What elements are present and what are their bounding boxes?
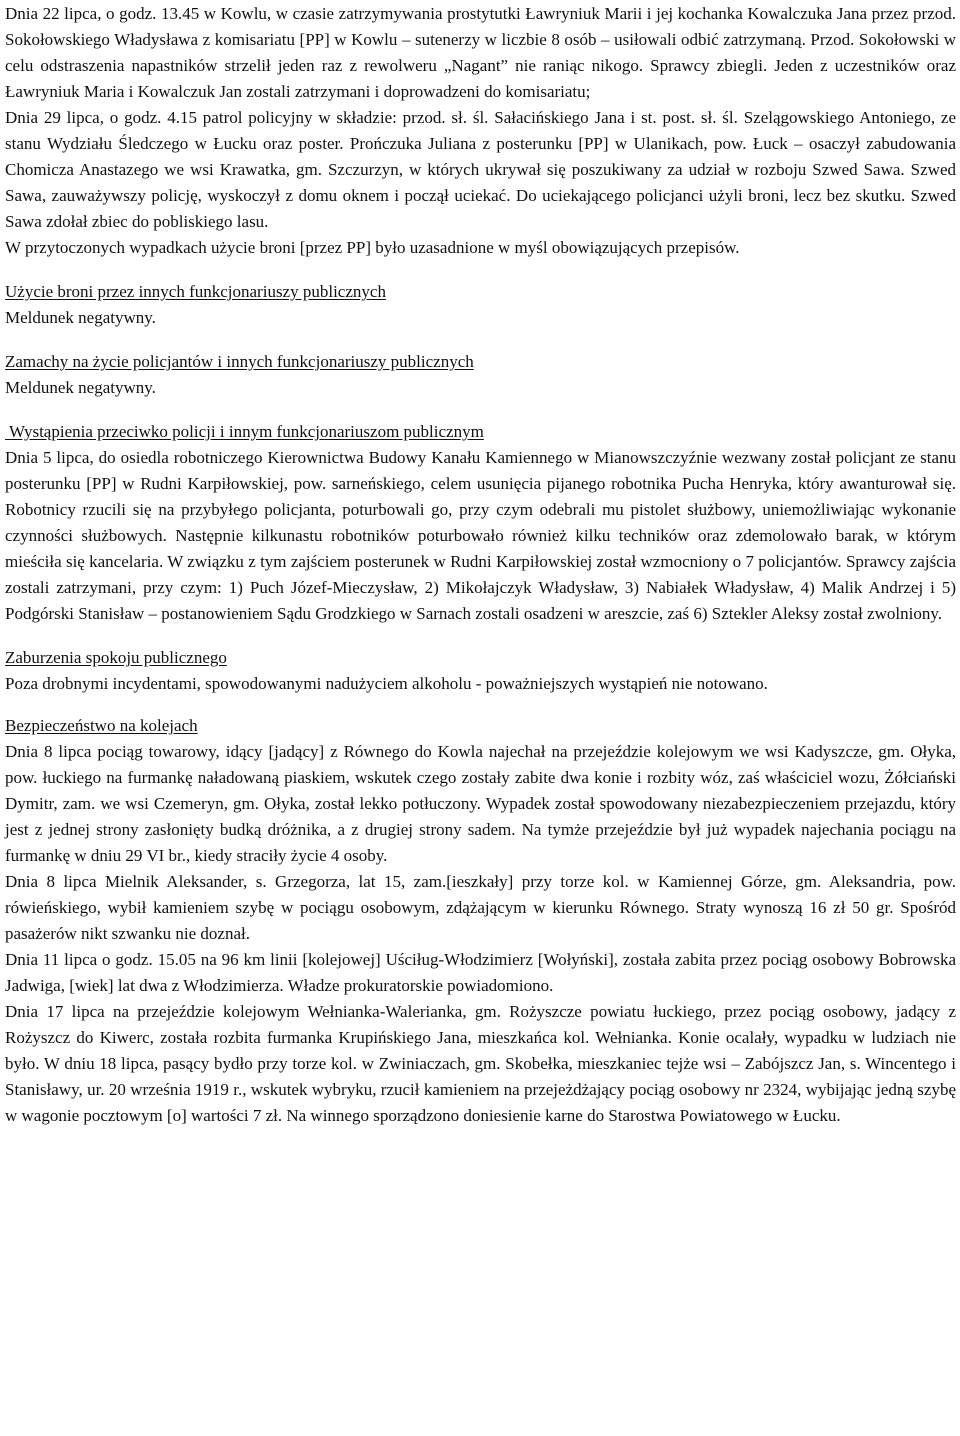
section-public-order [5, 645, 956, 697]
section-gap [5, 401, 956, 419]
section-heading: Wystąpienia przeciwko policji i innym funkcjonariuszom publicznym [5, 422, 484, 441]
section-paragraph: Dnia 8 lipca Mielnik Aleksander, s. Grzegorza, lat 15, zam.[ieszkały] przy torze kol. w Kamiennej Górze, gm. Aleksandria, pow. rówieńskiego, wybił kamieniem szybę w pociągu osobowym, zdążającym w kierunku Równego. Straty wynoszą 16 zł 50 gr. Spośród pasażerów nikt szwanku nie doznał. [5, 872, 956, 943]
section-paragraph: Poza drobnymi incydentami, spowodowanymi nadużyciem alkoholu - poważniejszych wystąpień nie notowano. [5, 674, 768, 693]
section-gap [5, 331, 956, 349]
section-heading: Zaburzenia spokoju publicznego [5, 648, 227, 667]
section-weapon-use [5, 279, 956, 331]
section-railway-safety [5, 713, 956, 1129]
section-heading: Zamachy na życie policjantów i innych funkcjonariuszy publicznych [5, 352, 474, 371]
section-heading: Użycie broni przez innych funkcjonariuszy publicznych [5, 282, 386, 301]
intro-paragraph-conclusion: W przytoczonych wypadkach użycie broni [przez PP] było uzasadnione w myśl obowiązujących przepisów. [5, 238, 740, 257]
section-paragraph: Dnia 17 lipca na przejeździe kolejowym Wełnianka-Walerianka, gm. Rożyszcze powiatu łuckiego, przez pociąg osobowy, jadący z Rożyszcz do Kiwerc, została rozbita furmanka Krupińskiego Jana, mieszkańca kol. Wełnianka. Konie ocalały, wypadku w ludziach nie było. W dniu 18 lipca, pasący bydło przy torze kol. w Zwiniaczach, gm. Skobełka, mieszkaniec tejże wsi – Zabójszcz Jan, s. Wincentego i Stanisławy, ur. 20 września 1919 r., wskutek wybryku, rzucił kamieniem na przejeżdżający pociąg osobowy nr 2324, wybijając jedną szybę w wagonie pocztowym [o] wartości 7 zł. Na winnego sporządzono doniesienie karne do Starostwa Powiatowego w Łucku. [5, 1002, 956, 1125]
section-paragraph: Dnia 11 lipca o godz. 15.05 na 96 km linii [kolejowej] Uściług-Włodzimierz [Wołyński], została zabita przez pociąg osobowy Bobrowska Jadwiga, [wiek] lat dwa z Włodzimierza. Władze prokuratorskie powiadomiono. [5, 950, 956, 995]
intro-block [5, 1, 956, 261]
section-paragraph: Dnia 8 lipca pociąg towarowy, idący [jadący] z Równego do Kowla najechał na przejeździe kolejowym we wsi Kadyszcze, gm. Ołyka, pow. łuckiego na furmankę naładowaną piaskiem, wskutek czego zostały zabite dwa konie i rozbity wóz, zaś właściciel wozu, Żółciański Dymitr, zam. we wsi Czemeryn, gm. Ołyka, został lekko potłuczony. Wypadek został spowodowany niezabezpieczeniem przejazdu, który jest z jednej strony zasłonięty budką dróżnika, a z drugiej strony sadem. Na tymże przejeździe był już wypadek najechania pociągu na furmankę w dniu 29 VI br., kiedy straciły życie 4 osoby. [5, 742, 956, 865]
section-gap [5, 627, 956, 645]
section-actions-against-police [5, 419, 956, 627]
section-paragraph: Meldunek negatywny. [5, 378, 156, 397]
intro-paragraph-patrol: Dnia 29 lipca, o godz. 4.15 patrol policyjny w składzie: przod. sł. śl. Sałacińskiego Jana i st. post. sł. śl. Szelągowskiego Antoniego, ze stanu Wydziału Śledczego w Łucku oraz poster. Prończuka Juliana z posterunku [PP] w Ulanikach, pow. Łuck – osaczył zabudowania Chomicza Anastazego we wsi Krawatka, gm. Szczurzyn, w których ukrywał się poszukiwany za udział w rozboju Szwed Sawa. Szwed Sawa, zauważywszy policję, wyskoczył z domu oknem i począł uciekać. Do uciekającego policjanci użyli broni, lecz bez skutku. Szwed Sawa zdołał zbiec do pobliskiego lasu. [5, 108, 956, 231]
section-gap [5, 697, 956, 713]
section-gap [5, 261, 956, 279]
intro-paragraph-kowel: Dnia 22 lipca, o godz. 13.45 w Kowlu, w czasie zatrzymywania prostytutki Ławryniuk Marii i jej kochanka Kowalczuka Jana przez przod. Sokołowskiego Władysława z komisariatu [PP] w Kowlu – sutenerzy w liczbie 8 osób – usiłowali odbić zatrzymaną. Przod. Sokołowski w celu odstraszenia napastników strzelił jeden raz z rewolweru „Nagant” nie raniąc nikogo. Sprawcy zbiegli. Jeden z uczestników oraz Ławryniuk Maria i Kowalczuk Jan zostali zatrzymani i doprowadzeni do komisariatu; [5, 4, 956, 101]
section-attacks-on-officers [5, 349, 956, 401]
section-paragraph: Dnia 5 lipca, do osiedla robotniczego Kierownictwa Budowy Kanału Kamiennego w Mianowszczyźnie wezwany został policjant ze stanu posterunku [PP] w Rudni Karpiłowskiej, pow. sarneńskiego, celem usunięcia pijanego robotnika Pucha Henryka, który awanturował się. Robotnicy rzucili się na przybyłego policjanta, poturbowali go, przy czym odebrali mu pistolet służbowy, uniemożliwiając wykonanie czynności służbowych. Następnie kilkunastu robotników poturbowało również kilku techników oraz zdemolowało barak, w którym mieściła się kancelaria. W związku z tym zajściem posterunek w Rudni Karpiłowskiej został wzmocniony o 7 policjantów. Sprawcy zajścia zostali zatrzymani, przy czym: 1) Puch Józef-Mieczysław, 2) Mikołajczyk Władysław, 3) Nabiałek Władysław, 4) Malik Andrzej i 5) Podgórski Stanisław – postanowieniem Sądu Grodzkiego w Sarnach zostali osadzeni w areszcie, zaś 6) Sztekler Aleksy został zwolniony. [5, 448, 956, 623]
section-paragraph: Meldunek negatywny. [5, 308, 156, 327]
section-heading: Bezpieczeństwo na kolejach [5, 716, 198, 735]
